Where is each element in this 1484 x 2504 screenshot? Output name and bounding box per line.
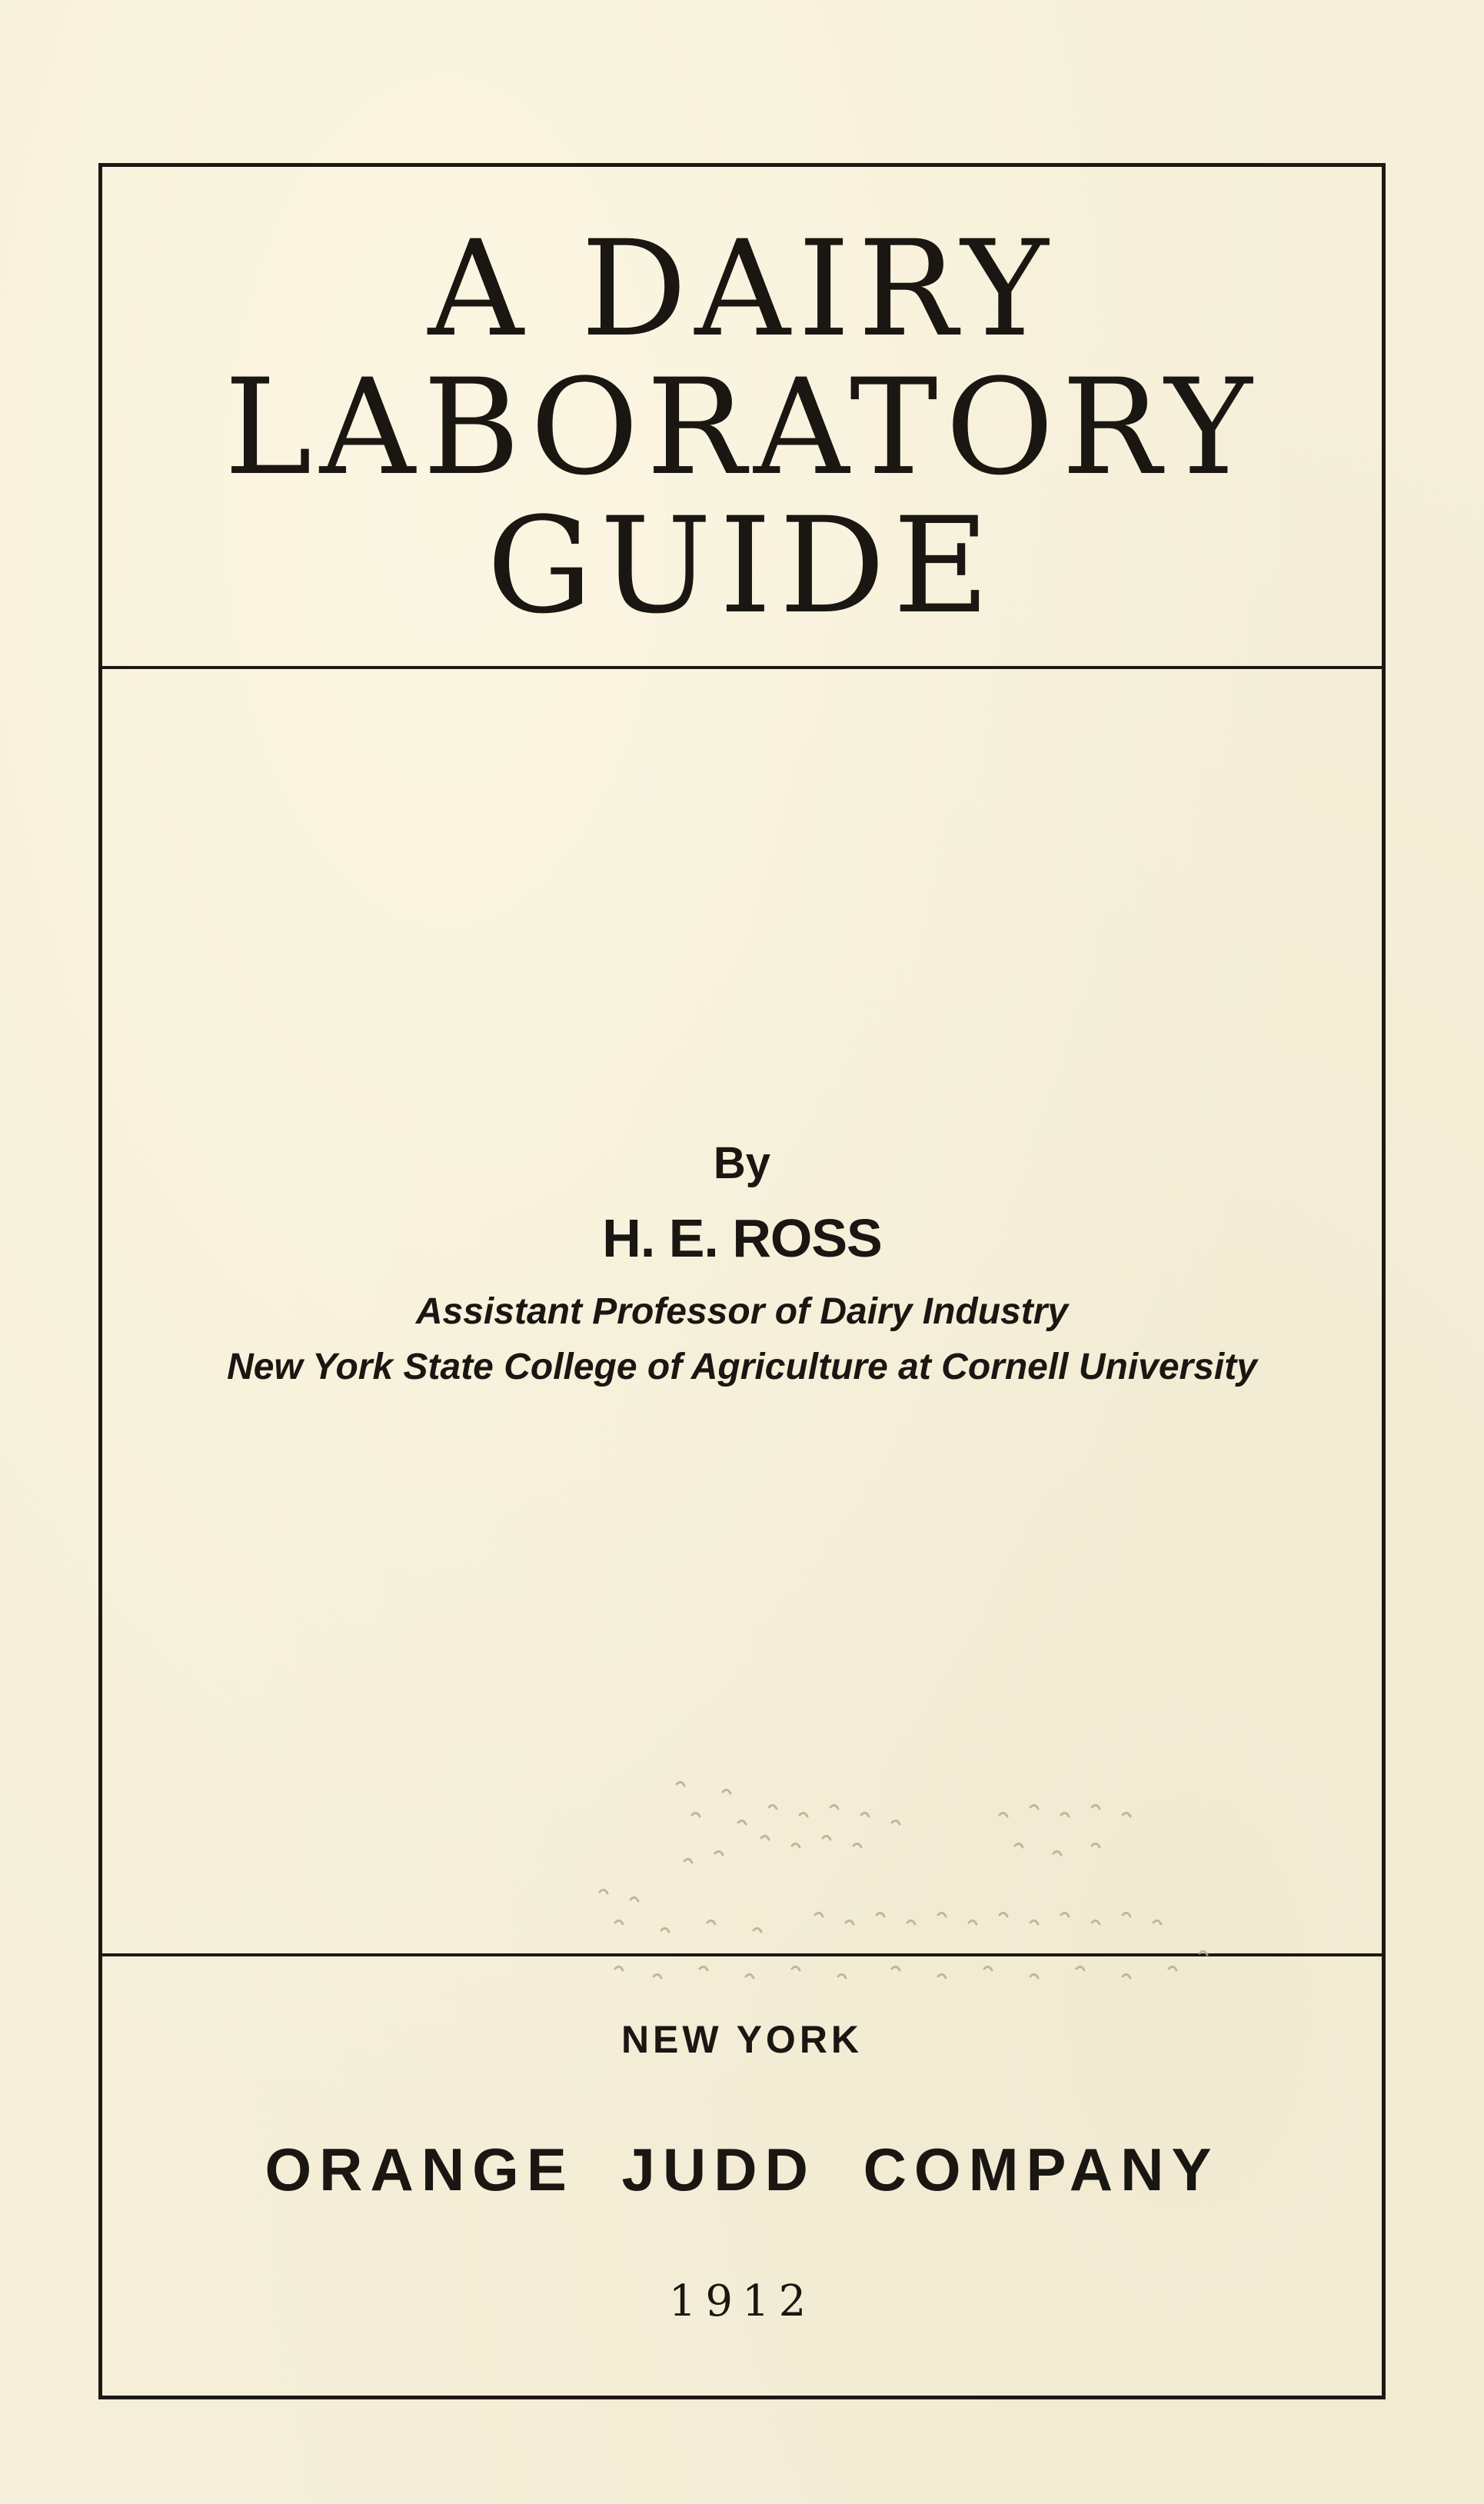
book-title-line-2: LABORATORY — [224, 350, 1260, 504]
author-name: H. E. ROSS — [602, 1208, 882, 1268]
title-divider-rule — [98, 666, 1386, 669]
publication-year: 1912 — [668, 2276, 816, 2326]
library-perforation-stamp — [584, 1769, 1261, 2007]
publisher-name: ORANGE JUDD COMPANY — [265, 2136, 1219, 2203]
author-affiliation-title: Assistant Professor of Dairy Industry — [415, 1291, 1069, 1332]
book-title-line-1: A DAIRY — [428, 211, 1056, 366]
book-title-line-3: GUIDE — [487, 488, 997, 643]
byline-by: By — [713, 1138, 771, 1188]
author-affiliation-institution: New York State College of Agriculture at Cornell University — [227, 1347, 1257, 1387]
publisher-city: NEW YORK — [621, 2018, 863, 2061]
